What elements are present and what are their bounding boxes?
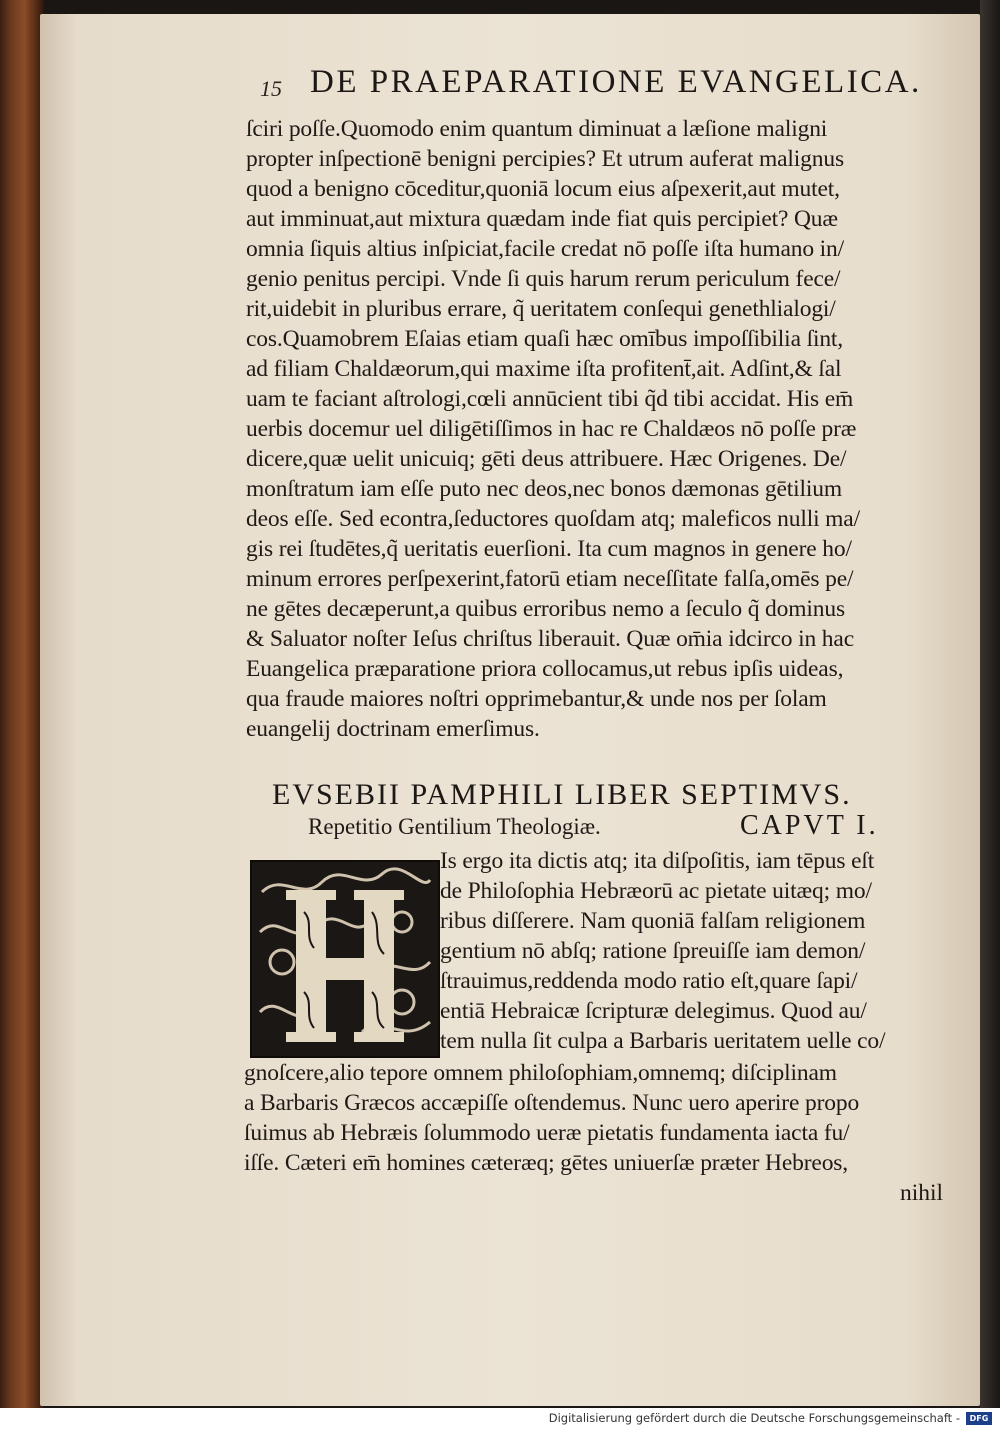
chapter-subtitle: Repetitio Gentilium Theologiæ. (308, 814, 601, 839)
text-line: ribus diſſerere. Nam quoniā falſam religionem (440, 908, 866, 934)
text-line: Is ergo ita dictis atq; ita diſpoſitis, iam tēpus eſt (440, 848, 875, 874)
woodcut-initial-icon (252, 862, 438, 1056)
text-line: ne gētes decæperunt,a quibus erroribus nemo a ſeculo q̃ dominus (246, 596, 845, 622)
catchword: nihil (900, 1180, 944, 1206)
text-line: gentium nō abſq; ratione ſpreuiſſe iam demon/ (440, 938, 866, 964)
text-line: minum errores perſpexerint,fatorū etiam neceſſitate falſa,omēs pe/ (246, 566, 854, 592)
text-line: uerbis docemur uel diligētiſſimos in hac re Chaldæos nō poſſe præ (246, 416, 857, 442)
text-line: uam te faciant aſtrologi,cœli annūcient tibi q̃d tibi accidat. His em̄ (246, 386, 854, 412)
text-line: ſuimus ab Hebræis ſolummodo ueræ pietatis fundamenta iacta fu/ (244, 1120, 850, 1146)
text-line: Euangelica præparatione priora collocamus,ut rebus ipſis uideas, (246, 656, 844, 682)
chapter-label: CAPVT I. (740, 810, 879, 841)
text-line: ſtrauimus,reddenda modo ratio eſt,quare ſapi/ (440, 968, 858, 994)
text-line: tem nulla ſit culpa a Barbaris ueritatem uelle co/ (440, 1028, 886, 1054)
text-line: monſtratum iam eſſe puto nec deos,nec bonos dæmonas gētilium (246, 476, 843, 502)
text-line: a Barbaris Græcos accæpiſſe oſtendemus. Nunc uero aperire propo (244, 1090, 860, 1116)
text-line: qua fraude maiores noſtri opprimebantur,& unde nos per ſolam (246, 686, 827, 712)
body-text-block (246, 114, 968, 744)
text-line: quod a benigno cōceditur,quoniā locum eius aſpexerit,aut mutet, (246, 176, 840, 202)
footer-bar (0, 1408, 1000, 1430)
text-line: genio penitus percipi. Vnde ſi quis harum rerum periculum fece/ (246, 266, 841, 292)
funding-credit: Digitalisierung gefördert durch die Deutsche Forschungsgemeinschaft - (548, 1411, 960, 1425)
indented-text-block (440, 846, 970, 1056)
text-line: aut imminuat,aut mixtura quædam inde fiat quis percipiet? Quæ (246, 206, 838, 232)
text-line: gis rei ſtudētes,q̃ ueritatis euerſioni. Ita cum magnos in genere ho/ (246, 536, 852, 562)
text-line: euangelij doctrinam emerſimus. (246, 716, 540, 742)
text-line: iſſe. Cæteri em̄ homines cæteræq; gētes uniuerſæ præter Hebreos, (244, 1150, 849, 1176)
decorated-initial-letter (250, 860, 440, 1058)
continuation-text-block (244, 1058, 968, 1178)
book-heading: EVSEBII PAMPHILI LIBER SEPTIMVS. (272, 778, 852, 811)
text-line: & Saluator noſter Ieſus chriſtus liberauit. Quæ om̄ia idcirco in hac (246, 626, 854, 652)
text-line: rit,uidebit in pluribus errare, q̃ ueritatem conſequi genethlialogi/ (246, 296, 836, 322)
text-line: gnoſcere,alio tepore omnem philoſophiam,omnemq; diſciplinam (244, 1060, 837, 1086)
running-head (220, 52, 980, 112)
text-line: entiā Hebraicæ ſcripturæ delegimus. Quod au/ (440, 998, 867, 1024)
text-line: omnia ſiquis altius inſpiciat,facile credat nō poſſe iſta humano in/ (246, 236, 845, 262)
text-line: deos eſſe. Sed econtra,ſeductores quoſdam atq; maleficos nulli ma/ (246, 506, 860, 532)
text-line: cos.Quamobrem Eſaias etiam quaſi hæc omībus impoſſibilia ſint, (246, 326, 844, 352)
page-gutter-shadow (980, 0, 1000, 1408)
running-title: DE PRAEPARATIONE EVANGELICA. (310, 64, 922, 100)
text-line: dicere,quæ uelit unicuiq; gēti deus attribuere. Hæc Origenes. De/ (246, 446, 847, 472)
book-binding-edge (0, 0, 44, 1408)
text-line: de Philoſophia Hebræorū ac pietate uitæq; mo/ (440, 878, 872, 904)
text-line: ad filiam Chaldæorum,qui maxime iſta profitent̄,ait. Adſint,& ſal (246, 356, 842, 382)
dfg-logo: DFG (966, 1412, 992, 1425)
text-line: propter inſpectionē benigni percipies? Et utrum auferat malignus (246, 146, 844, 172)
folio-number: 15 (260, 76, 282, 101)
text-line: ſciri poſſe.Quomodo enim quantum diminuat a læſione maligni (246, 116, 828, 142)
